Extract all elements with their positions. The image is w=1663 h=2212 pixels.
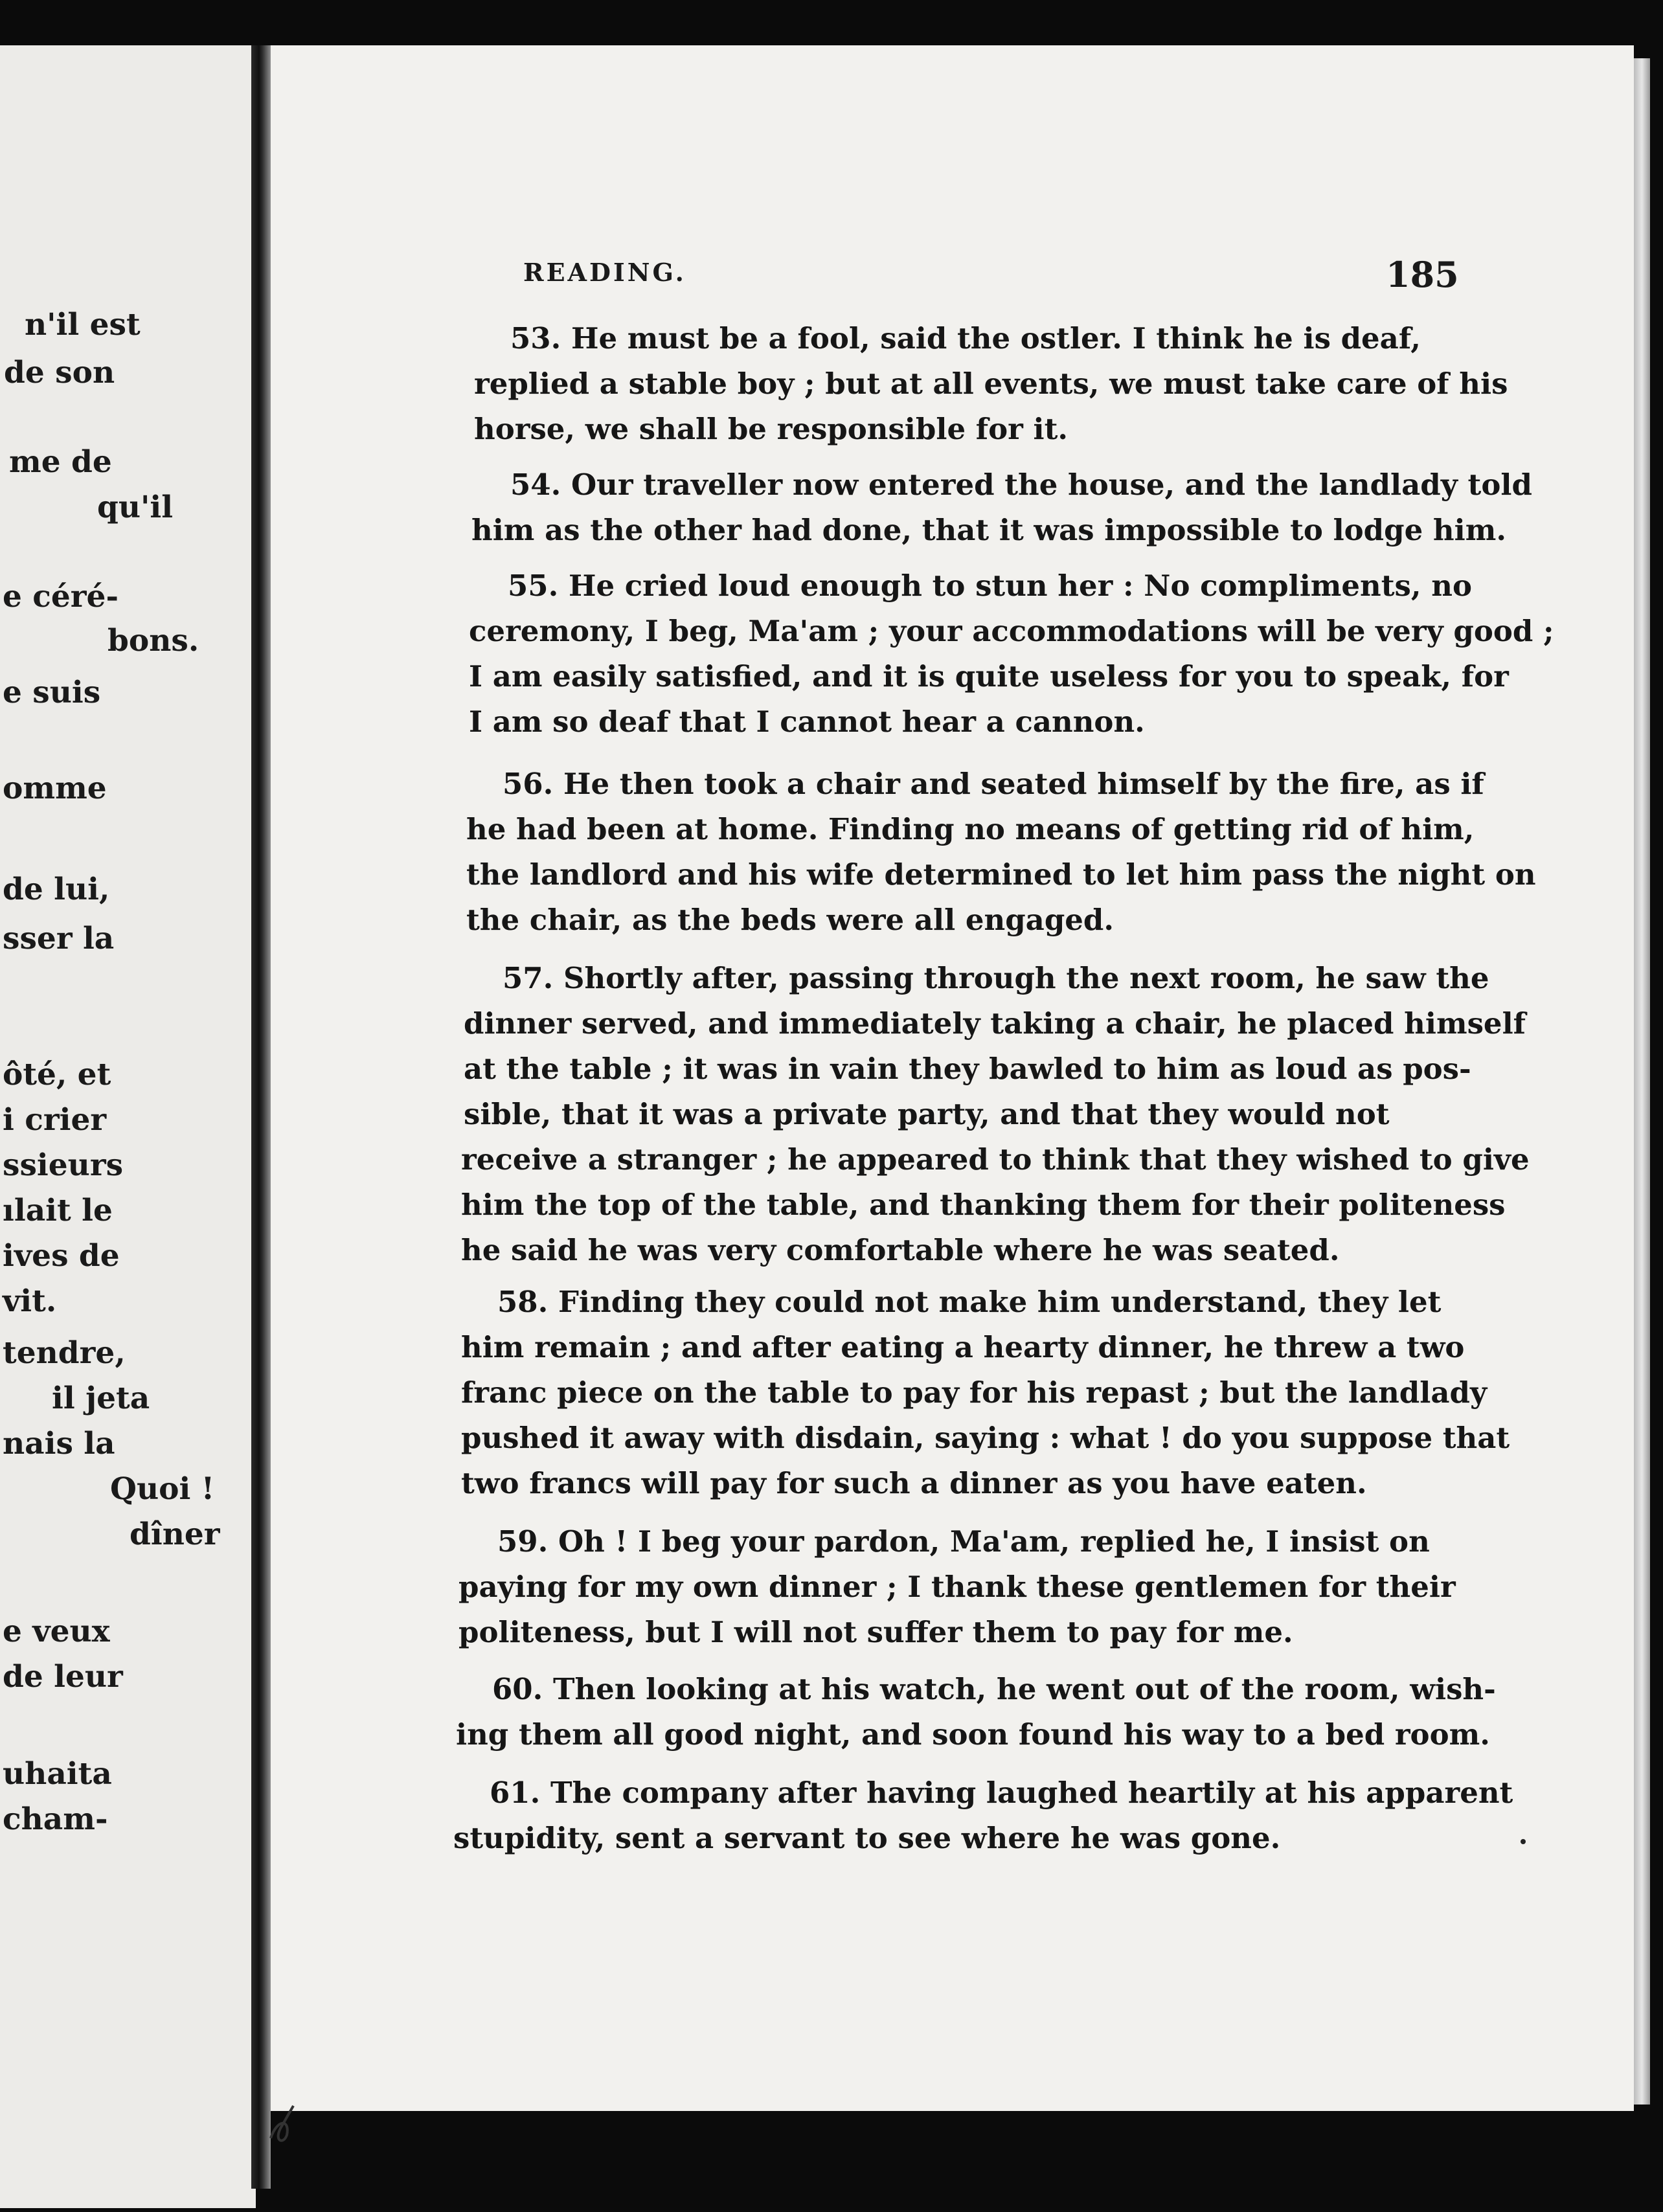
text-line: replied a stable boy ; but at all events, we must take care of his (474, 367, 1508, 401)
left-line: e veux (3, 1614, 110, 1649)
left-line: tendre, (3, 1335, 126, 1371)
left-line: qu'il (97, 490, 174, 525)
text-line: 57. Shortly after, passing through the next room, he saw the (503, 961, 1489, 995)
text-line: politeness, but I will not suffer them to pay for me. (458, 1615, 1293, 1649)
left-line: e céré- (3, 579, 119, 615)
left-line: ssieurs (3, 1147, 124, 1183)
text-line: I am easily satisfied, and it is quite useless for you to speak, for (469, 659, 1509, 694)
text-line: the chair, as the beds were all engaged. (466, 903, 1114, 937)
text-line: 56. He then took a chair and seated himself by the fire, as if (503, 767, 1484, 801)
left-line: Quoi ! (110, 1471, 215, 1507)
text-line: the landlord and his wife determined to let him pass the night on (466, 857, 1536, 892)
text-line: receive a stranger ; he appeared to think that they wished to give (461, 1142, 1530, 1177)
left-line: de lui, (3, 872, 110, 907)
left-line: omme (3, 771, 107, 806)
text-line: 60. Then looking at his watch, he went out of the room, wish- (492, 1672, 1496, 1706)
text-line: 55. He cried loud enough to stun her : No compliments, no (508, 569, 1472, 603)
left-line: n'il est (25, 307, 141, 343)
left-line: bons. (107, 623, 199, 659)
text-line: ceremony, I beg, Ma'am ; your accommodations will be very good ; (469, 614, 1554, 648)
left-line: cham- (3, 1801, 108, 1837)
running-head: READING. (523, 258, 686, 287)
text-line: pushed it away with disdain, saying : what ! do you suppose that (461, 1421, 1510, 1455)
left-line: e suis (3, 675, 101, 710)
page-edge (1634, 58, 1650, 2105)
text-line: stupidity, sent a servant to see where he was gone. (453, 1821, 1281, 1855)
text-line: he had been at home. Finding no means of getting rid of him, (466, 812, 1475, 846)
left-line: de leur (3, 1659, 123, 1695)
text-line: dinner served, and immediately taking a chair, he placed himself (464, 1006, 1526, 1041)
text-line: paying for my own dinner ; I thank these gentlemen for their (458, 1570, 1456, 1604)
text-line: 59. Oh ! I beg your pardon, Ma'am, replied he, I insist on (497, 1524, 1430, 1559)
page-number: 185 (1386, 254, 1459, 295)
left-line: ılait le (3, 1193, 113, 1228)
text-line: him the top of the table, and thanking them for their politeness (461, 1188, 1506, 1222)
text-line: horse, we shall be responsible for it. (474, 412, 1069, 446)
text-line: him as the other had done, that it was impossible to lodge him. (471, 513, 1507, 547)
text-line: 58. Finding they could not make him understand, they let (497, 1285, 1442, 1319)
left-line: ives de (3, 1238, 120, 1274)
left-line: de son (4, 355, 115, 390)
pencil-mark-icon (264, 2093, 316, 2151)
left-line: ôté, et (3, 1057, 111, 1092)
text-line: he said he was very comfortable where he was seated. (461, 1233, 1340, 1267)
ink-speck (1521, 1839, 1526, 1844)
left-line: il jeta (52, 1381, 150, 1416)
left-line: me de (9, 444, 112, 480)
left-line: uhaita (3, 1756, 112, 1792)
text-line: franc piece on the table to pay for his repast ; but the landlady (461, 1375, 1488, 1410)
text-line: sible, that it was a private party, and that they would not (464, 1097, 1390, 1131)
left-line: nais la (3, 1426, 115, 1462)
text-line: I am so deaf that I cannot hear a cannon. (469, 705, 1145, 739)
left-line: vit. (3, 1283, 57, 1319)
left-line: dîner (130, 1517, 220, 1552)
text-line: 61. The company after having laughed heartily at his apparent (490, 1776, 1513, 1810)
left-line: i crier (3, 1102, 107, 1138)
text-line: two francs will pay for such a dinner as you have eaten. (461, 1466, 1367, 1500)
book-gutter (251, 45, 271, 2189)
left-line: sser la (3, 921, 115, 956)
left-facing-page (0, 45, 256, 2208)
text-line: ing them all good night, and soon found his way to a bed room. (456, 1717, 1490, 1752)
text-line: at the table ; it was in vain they bawled to him as loud as pos- (464, 1052, 1471, 1086)
text-line: him remain ; and after eating a hearty dinner, he threw a two (461, 1330, 1465, 1364)
text-line: 53. He must be a fool, said the ostler. I think he is deaf, (510, 321, 1421, 356)
text-line: 54. Our traveller now entered the house, and the landlady told (510, 468, 1532, 502)
